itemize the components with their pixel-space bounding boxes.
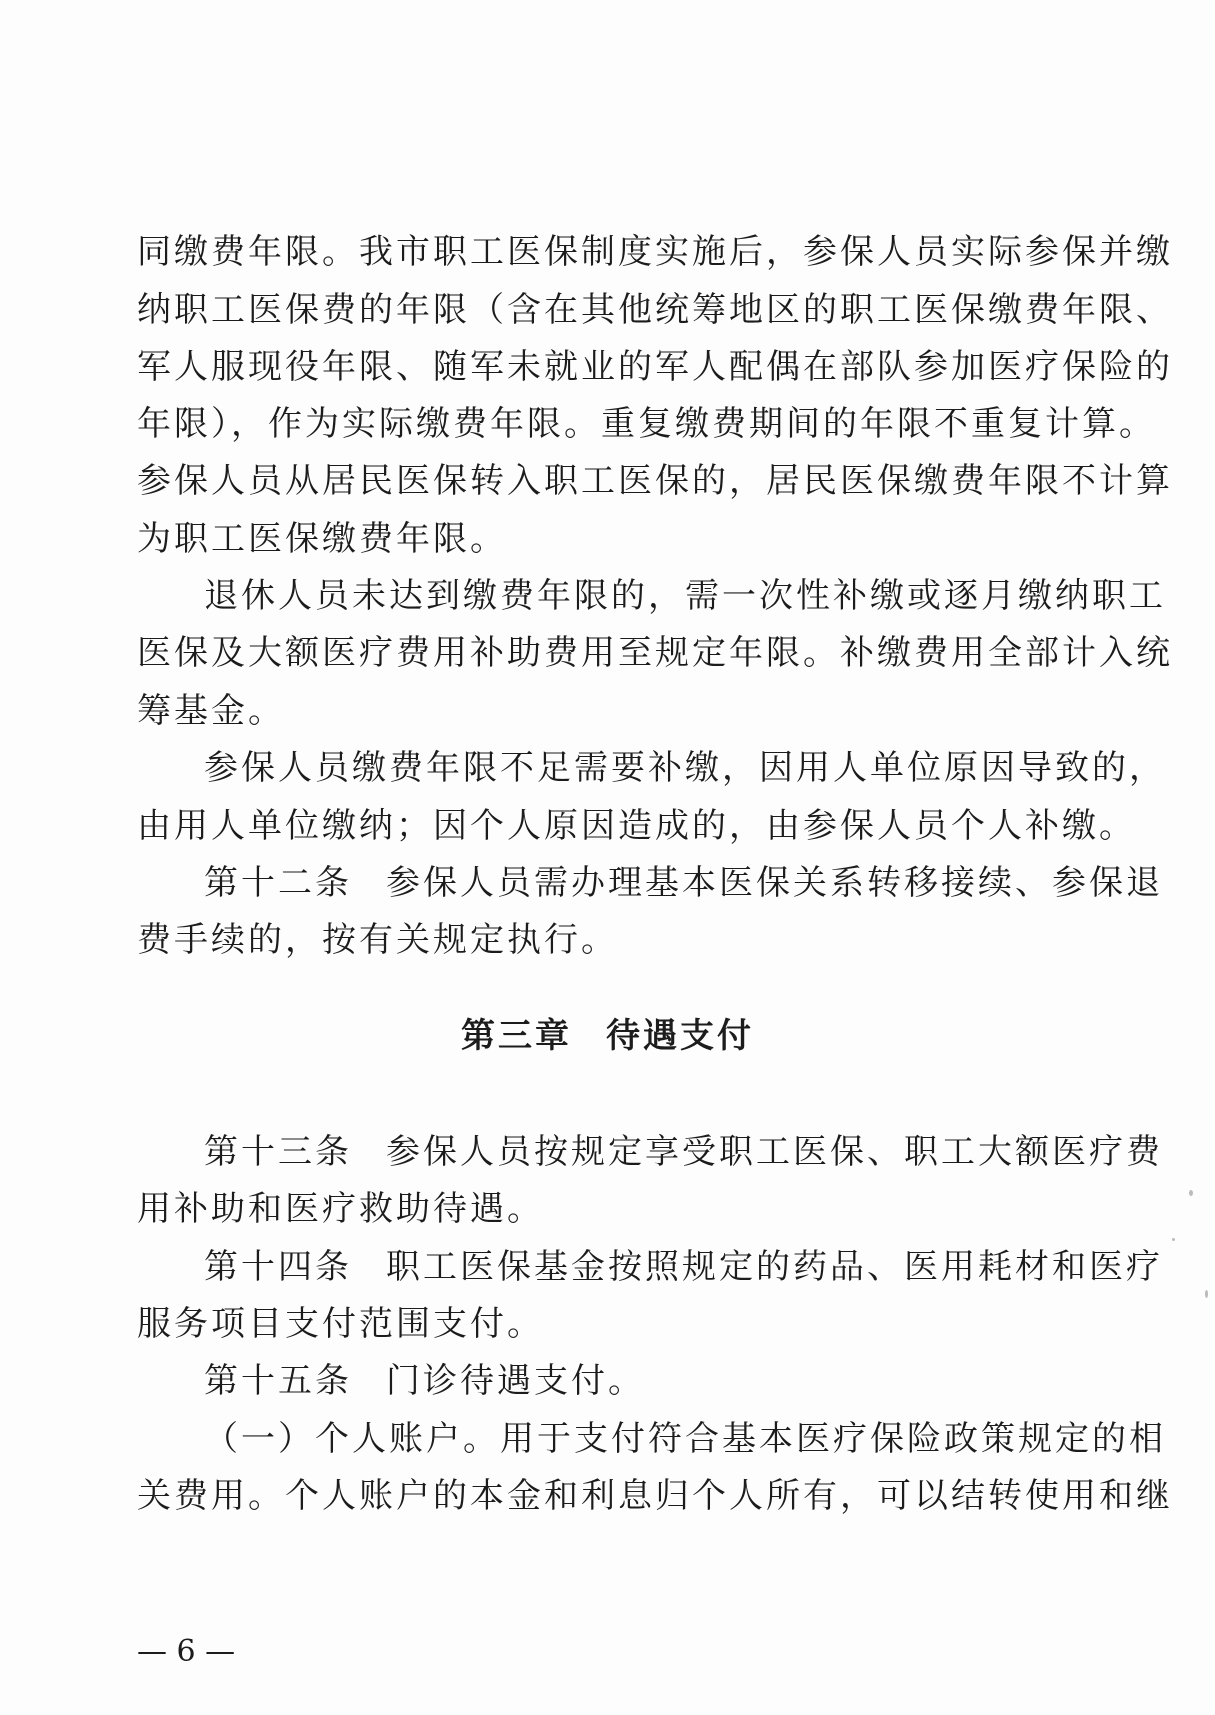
body-line: 关费用。个人账户的本金和利息归个人所有，可以结转使用和继 <box>137 1476 1173 1516</box>
article-14-line <box>204 1241 1163 1293</box>
body-line: 筹基金。 <box>137 691 285 731</box>
article-text: 门诊待遇支付。 <box>386 1361 645 1401</box>
chapter-heading <box>0 1010 1215 1062</box>
article-number: 第十四条 <box>204 1247 352 1287</box>
article-text: 职工医保基金按照规定的药品、医用耗材和医疗 <box>386 1247 1163 1287</box>
scan-speck <box>1172 1238 1175 1241</box>
body-line: 参保人员缴费年限不足需要补缴，因用人单位原因导致的， <box>204 748 1166 788</box>
chapter-title: 待遇支付 <box>606 1016 754 1056</box>
body-line: 同缴费年限。我市职工医保制度实施后，参保人员实际参保并缴 <box>137 232 1173 272</box>
body-line: 医保及大额医疗费用补助费用至规定年限。补缴费用全部计入统 <box>137 633 1173 673</box>
article-number: 第十二条 <box>204 863 352 903</box>
body-line: 纳职工医保费的年限（含在其他统筹地区的职工医保缴费年限、 <box>137 290 1173 330</box>
page-number: — 6 — <box>137 1634 236 1669</box>
body-line: 费手续的，按有关规定执行。 <box>137 920 618 960</box>
body-line: 军人服现役年限、随军未就业的军人配偶在部队参加医疗保险的 <box>137 347 1173 387</box>
body-line: 参保人员从居民医保转入职工医保的，居民医保缴费年限不计算 <box>137 461 1173 501</box>
scan-speck <box>1205 1290 1208 1298</box>
body-line: 用补助和医疗救助待遇。 <box>137 1189 544 1229</box>
body-line: 为职工医保缴费年限。 <box>137 519 507 559</box>
scan-speck <box>1189 1190 1193 1196</box>
chapter-number: 第三章 <box>461 1016 572 1056</box>
body-line: 年限），作为实际缴费年限。重复缴费期间的年限不重复计算。 <box>137 404 1156 444</box>
article-12-line <box>204 857 1163 909</box>
article-number: 第十三条 <box>204 1132 352 1172</box>
body-line: 退休人员未达到缴费年限的，需一次性补缴或逐月缴纳职工 <box>204 576 1166 616</box>
article-13-line <box>204 1126 1163 1178</box>
article-15-line <box>204 1355 1067 1407</box>
article-text: 参保人员需办理基本医保关系转移接续、参保退 <box>386 863 1163 903</box>
body-line: （一）个人账户。用于支付符合基本医疗保险政策规定的相 <box>204 1419 1166 1459</box>
article-number: 第十五条 <box>204 1361 352 1401</box>
body-line: 服务项目支付范围支付。 <box>137 1304 544 1344</box>
body-line: 由用人单位缴纳；因个人原因造成的，由参保人员个人补缴。 <box>137 806 1136 846</box>
article-text: 参保人员按规定享受职工医保、职工大额医疗费 <box>386 1132 1163 1172</box>
